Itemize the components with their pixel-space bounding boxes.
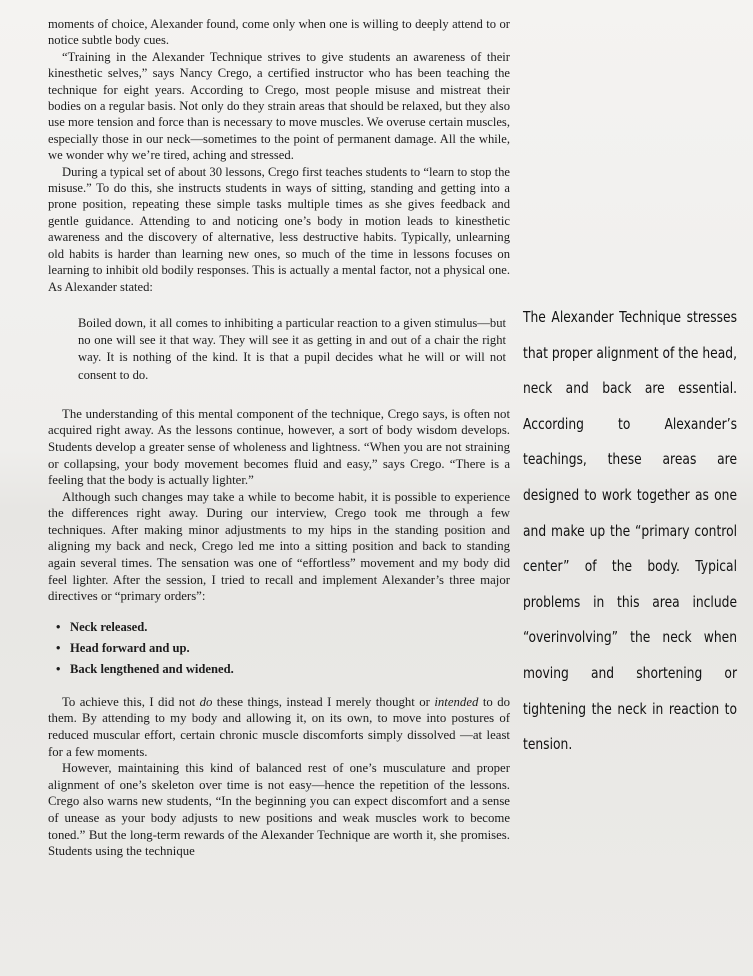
article-body [48,16,510,860]
paragraph-6 [48,694,510,760]
paragraph-6-part-a: To achieve this, I did not [62,694,200,709]
article-lower-section [48,406,510,860]
emphasis-intended: intended [434,694,479,709]
block-quote-text: Boiled down, it all comes to inhibiting a particular reaction to a given stimulus—but no one will see it that way. They will see it as getting in and out of a chair the right way. It is nothing of the kind. It is that a pupil decides what he will or will not consent to do. [78,315,506,382]
paragraph-1: moments of choice, Alexander found, come only when one is willing to deeply attend to or notice subtle body cues. [48,17,510,48]
emphasis-do: do [199,694,213,709]
pull-quote: The Alexander Technique stresses that proper alignment of the head, neck and back are essential. According to Alexander’s teachings, these areas are designed to work together as one and make up the “primary control center” of the body. Typical problems in this area include “overinvolving” the neck when moving and shortening or tightening the neck in reaction to tension. [523,308,738,754]
list-item: • Back lengthened and widened. [56,659,510,680]
paragraph-6-part-c: to do them. By attending to my body and allowing it, on its own, to move into postures of reduced muscular effort, certain chronic muscle discomforts simply dissolved —at least for a few moments. [48,694,510,759]
paragraph-7: However, maintaining this kind of balanced rest of one’s musculature and proper alignment of one’s skeleton over time is not easy—hence the repetition of the lessons. Crego also warns new students, “In the beginning you can expect discomfort and a sense of unease as your body adjusts to new positions and weak muscles work to become toned.” But the long-term rewards of the Alexander Technique are worth it, she promises. Students using the technique [48,761,510,859]
list-item: • Neck released. [56,617,510,638]
paragraph-6-part-b: these things, instead I merely thought or [212,694,435,709]
block-quote [78,315,506,384]
primary-orders-list [56,617,510,680]
paragraph-4: The understanding of this mental component of the technique, Crego says, is often not acquired right away. As the lessons continue, however, a sort of body wisdom develops. Students develop a greater sense of wholeness and lightness. “When you are not straining or collapsing, your body movement becomes fluid and easy,” says Crego. “There is a feeling that the body is actually lighter.” [48,406,510,488]
paragraph-3: During a typical set of about 30 lessons, Crego first teaches students to “learn to stop the misuse.” To do this, she instructs students in ways of sitting, standing and getting into a prone position, repeating these simple tasks multiple times as she gives feedback and gentle guidance. Attending to and noticing one’s body in motion leads to kinesthetic awareness and the discovery of alternative, less destructive habits. Typically, unlearning old habits is harder than learning new ones, so much of the time in lessons focuses on learning to inhibit old bodily responses. This is actually a mental factor, not a physical one. As Alexander stated: [48,164,510,294]
paragraph-2: “Training in the Alexander Technique strives to give students an awareness of their kinesthetic selves,” says Nancy Crego, a certified instructor who has been teaching the technique for eight years. According to Crego, most people misuse and mistreat their bodies on a regular basis. Not only do they strain areas that should be relaxed, but they also use more tension and force than is necessary to move muscles. We overuse certain muscles, especially those in our neck—sometimes to the point of permanent damage. All the while, we wonder why we’re tired, aching and stressed. [48,49,510,163]
list-item: • Head forward and up. [56,638,510,659]
paragraph-5: Although such changes may take a while to become habit, it is possible to experience the differences right away. During our interview, Crego took me through a few techniques. After making minor adjustments to my hips in the standing position and aligning my back and neck, Crego led me into a sitting position and back to standing again several times. The sensation was one of “effortless” movement and my body did feel lighter. After the session, I tried to recall and implement Alexander’s three major directives or “primary orders”: [48,489,510,604]
